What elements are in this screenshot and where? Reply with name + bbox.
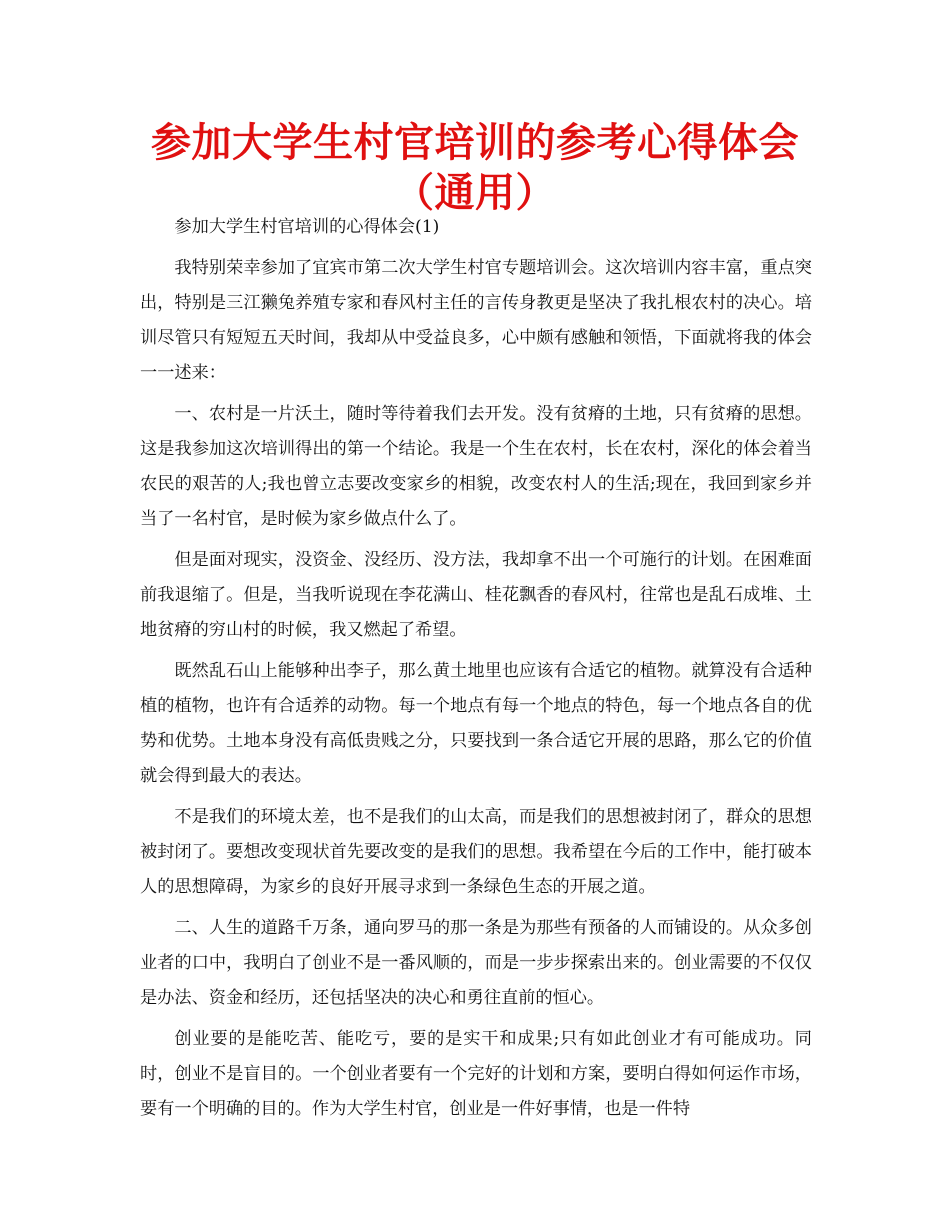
- paragraph: 我特别荣幸参加了宜宾市第二次大学生村官专题培训会。这次培训内容丰富，重点突出，特别是三江獭兔养殖专家和春风村主任的言传身教更是坚决了我扎根农村的决心。培训尽管只有短短五天时间，我却从中受益良多，心中颇有感触和领悟，下面就将我的体会一一述来：: [140, 258, 812, 383]
- paragraph: 创业要的是能吃苦、能吃亏，要的是实干和成果;只有如此创业才有可能成功。同时，创业不是盲目的。一个创业者要有一个完好的计划和方案，要明白得如何运作市场，要有一个明确的目的。作为大学生村官，创业是一件好事情，也是一件特: [140, 1029, 812, 1119]
- paragraph: 不是我们的环境太差，也不是我们的山太高，而是我们的思想被封闭了，群众的思想被封闭了。要想改变现状首先要改变的是我们的思想。我希望在今后的工作中，能打破本人的思想障碍，为家乡的良好开展寻求到一条绿色生态的开展之道。: [140, 807, 812, 897]
- paragraph: 一、农村是一片沃土，随时等待着我们去开发。没有贫瘠的土地，只有贫瘠的思想。这是我参加这次培训得出的第一个结论。我是一个生在农村，长在农村，深化的体会着当农民的艰苦的人;我也曾立志要改变家乡的相貌，改变农村人的生活;现在，我回到家乡并当了一名村官，是时候为家乡做点什么了。: [140, 404, 812, 529]
- document-subtitle: 参加大学生村官培训的心得体会(1): [174, 217, 440, 237]
- document-title: 参加大学生村官培训的参考心得体会（通用）: [151, 119, 799, 216]
- paragraph: 但是面对现实，没资金、没经历、没方法，我却拿不出一个可施行的计划。在困难面前我退缩了。但是，当我听说现在李花满山、桂花飘香的春风村，往常也是乱石成堆、土地贫瘠的穷山村的时候，我又燃起了希望。: [140, 550, 812, 640]
- paragraph: 既然乱石山上能够种出李子，那么黄土地里也应该有合适它的植物。就算没有合适种植的植物，也许有合适养的动物。每一个地点有每一个地点的特色，每一个地点各自的优势和优势。土地本身没有高低贵贱之分，只要找到一条合适它开展的思路，那么它的价值就会得到最大的表达。: [140, 661, 812, 786]
- paragraph: 二、人生的道路千万条，通向罗马的那一条是为那些有预备的人而铺设的。从众多创业者的口中，我明白了创业不是一番风顺的，而是一步步探索出来的。创业需要的不仅仅是办法、资金和经历，还包括坚决的决心和勇往直前的恒心。: [140, 918, 812, 1008]
- document-body: [140, 210, 812, 1127]
